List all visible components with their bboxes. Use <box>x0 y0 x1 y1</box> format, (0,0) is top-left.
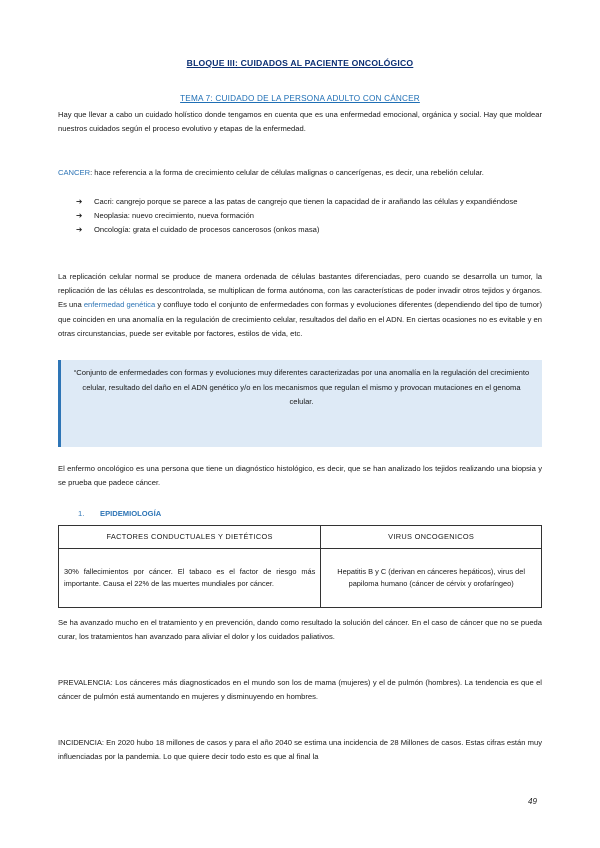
list-item <box>76 195 542 209</box>
intro-paragraph: Hay que llevar a cabo un cuidado holístico donde tengamos en cuenta que es una enfermedad emocional, orgánica y social. Hay que moldear nuestros cuidados según el proceso evolutivo y etapas de la enfermedad. <box>58 110 542 134</box>
header-oncogenic-viruses: VIRUS ONCOGENICOS <box>321 526 542 549</box>
replication-text-1: La replicación celular normal se produce de manera ordenada de células bastantes diferenciadas, pero cuando se desarrolla un tumor, la replicación de las células es descontrolada, se multiplican de forma autónoma, con las características de poder invadir otros tejidos y órganos. Es una <box>58 272 542 310</box>
replication-text-2: y confluye todo el conjunto de enfermedades con formas y evoluciones diferentes (dependiendo del tipo de tumor) que coinciden en una anomalía en la regulación de crecimiento celular, resultados del daño en el ADN. En ciertas ocasiones no es evitable y en otras circunstancias, puede ser evitable por factores, estilos de vida, etc. <box>58 300 542 338</box>
arrow-right-icon: ➔ <box>76 211 83 220</box>
incidence-text: : En 2020 hubo 18 millones de casos y para el año 2040 se estima una incidencia de 28 Millones de casos. Estas cifras están muy influenciadas por la pandemia. Lo que quiere decir todo esto es que al final la <box>58 738 542 762</box>
incidence-label: INCIDENCIA <box>58 738 102 747</box>
section-title: EPIDEMIOLOGÍA <box>100 509 162 518</box>
arrow-right-icon: ➔ <box>76 197 83 206</box>
cancer-definition-paragraph <box>58 166 542 180</box>
patient-paragraph: El enfermo oncológico es una persona que tiene un diagnóstico histológico, es decir, que se han analizado los tejidos realizando una biopsia y se prueba que padece cáncer. <box>58 464 542 488</box>
bullet-text: Oncología: grata el cuidado de procesos cancerosos (onkos masa) <box>94 225 320 234</box>
cell-behavioral-factors: 30% fallecimientos por cáncer. El tabaco es el factor de riesgo más importante. Causa el 22% de las muertes mundiales por cáncer. <box>59 549 321 608</box>
prevalence-label: PREVALENCIA <box>58 678 111 687</box>
cancer-term: CANCER <box>58 168 91 177</box>
list-item <box>76 223 542 237</box>
topic-title: TEMA 7: CUIDADO DE LA PERSONA ADULTO CON CÁNCER <box>180 94 420 103</box>
list-item <box>76 209 542 223</box>
block-title: BLOQUE III: CUIDADOS AL PACIENTE ONCOLÓGICO <box>186 58 414 68</box>
definition-box: “Conjunto de enfermedades con formas y evoluciones muy diferentes caracterizadas por una anomalía en la regulación del crecimiento celular, resultado del daño en el ADN genético y/o en los mecanismos que regulan el mismo y provocan mutaciones en el genoma celular. <box>58 360 542 447</box>
table-row <box>59 549 542 608</box>
arrow-right-icon: ➔ <box>76 225 83 234</box>
cancer-bullet-list <box>76 195 542 237</box>
epidemiology-heading <box>78 509 161 518</box>
epidemiology-table <box>58 525 542 608</box>
cell-oncogenic-viruses: Hepatitis B y C (derivan en cánceres hepáticos), virus del papiloma humano (cáncer de cérvix y orofaríngeo) <box>321 549 542 608</box>
incidence-paragraph <box>58 736 542 764</box>
genetic-disease-highlight: enfermedad genética <box>83 300 156 310</box>
prevalence-text: : Los cánceres más diagnosticados en el mundo son los de mama (mujeres) y el de pulmón (hombres). La tendencia es que el cáncer de pulmón está aumentando en mujeres y disminuyendo en hombres. <box>58 678 542 702</box>
page-number: 49 <box>528 797 537 806</box>
bullet-text: Cacri: cangrejo porque se parece a las patas de cangrejo que tienen la capacidad de ir arañando las células y expandiéndose <box>94 197 518 206</box>
bullet-text: Neoplasia: nuevo crecimiento, nueva formación <box>94 211 254 220</box>
prevalence-paragraph <box>58 676 542 704</box>
advances-paragraph: Se ha avanzado mucho en el tratamiento y en prevención, dando como resultado la solución del cáncer. En el caso de cáncer que no se pueda curar, los tratamientos han avanzado para aliviar el dolor y los cuidados paliativos. <box>58 618 542 642</box>
replication-paragraph <box>58 270 542 341</box>
header-behavioral-factors: FACTORES CONDUCTUALES Y DIETÉTICOS <box>59 526 321 549</box>
section-number: 1. <box>78 509 85 518</box>
cancer-definition-text: : hace referencia a la forma de crecimiento celular de células malignas o cancerígenas, es decir, una rebelión celular. <box>90 168 484 177</box>
table-header-row <box>59 526 542 549</box>
